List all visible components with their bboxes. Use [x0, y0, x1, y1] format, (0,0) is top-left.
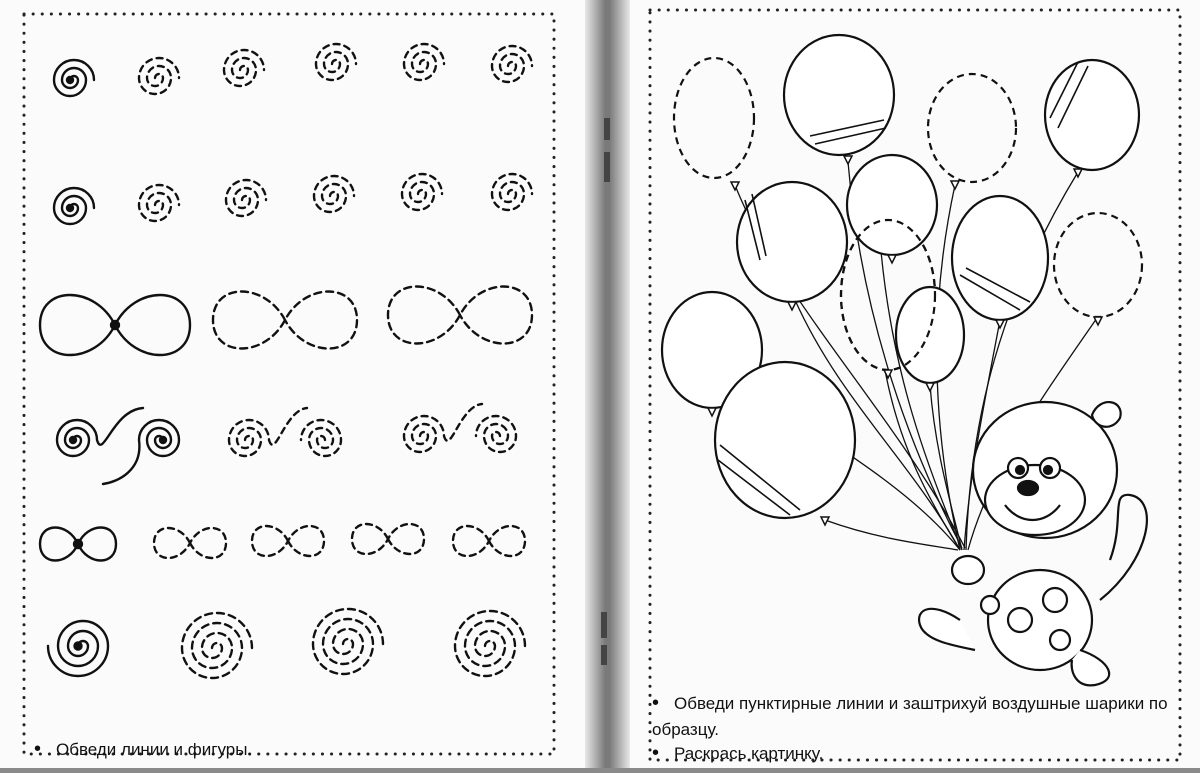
- balloon-icon[interactable]: [715, 362, 855, 518]
- right-instruction-2: [652, 740, 1172, 767]
- left-instruction-text: Обведи линии и фигуры.: [56, 740, 253, 759]
- balloon-icon[interactable]: [952, 196, 1048, 320]
- right-instruction-2-text: Раскрась картинку.: [674, 744, 824, 763]
- page-gutter: [585, 0, 630, 768]
- right-instruction-1-text: Обведи пунктирные линии и заштрихуй воздушные шарики по образцу.: [652, 694, 1168, 739]
- bullet: •: [652, 742, 660, 764]
- left-page: [0, 0, 600, 768]
- bullet: •: [34, 738, 42, 760]
- right-instruction-1: [652, 690, 1172, 743]
- left-instruction: [34, 736, 434, 763]
- balloon-icon[interactable]: [847, 155, 937, 255]
- balloon-icon[interactable]: [896, 287, 964, 383]
- staple-bottom-2: [601, 645, 607, 665]
- staple-bottom: [601, 612, 607, 638]
- staple-top-2: [604, 152, 610, 182]
- balloon-icon[interactable]: [784, 35, 894, 155]
- staple-top: [604, 118, 610, 140]
- balloon-icon[interactable]: [1045, 60, 1139, 170]
- bullet: •: [652, 692, 660, 714]
